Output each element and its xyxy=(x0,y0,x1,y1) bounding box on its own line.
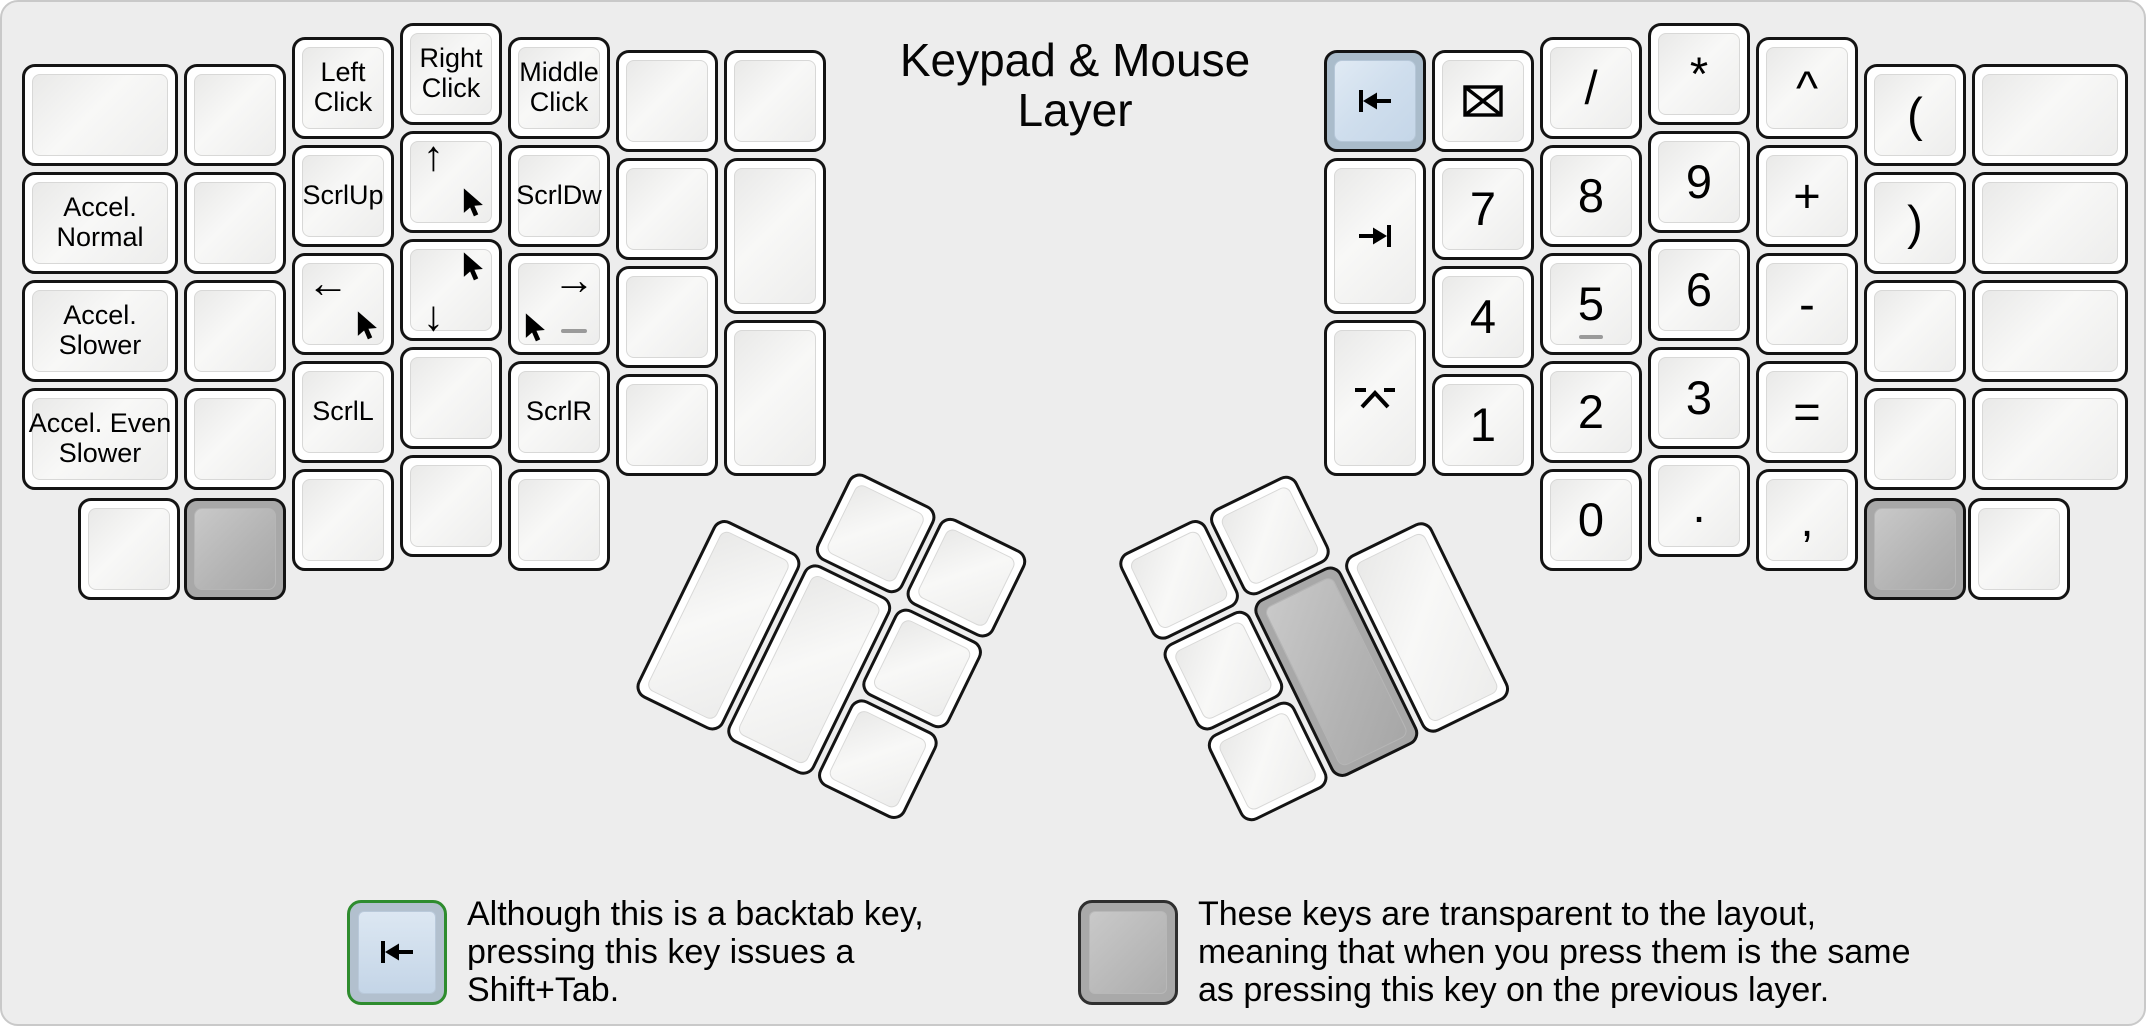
keycap-legend xyxy=(619,269,715,365)
keycap-legend xyxy=(1759,472,1855,568)
key-comma xyxy=(1756,469,1858,571)
key-blank xyxy=(1972,64,2128,166)
layer-title-line1: Keypad & Mouse xyxy=(899,34,1251,86)
key-left-click xyxy=(292,37,394,139)
key-scrll xyxy=(292,361,394,463)
keycap-legend xyxy=(187,501,283,597)
keycap-legend xyxy=(511,472,607,568)
keycap-legend xyxy=(1543,148,1639,244)
keycap-legend xyxy=(1543,472,1639,568)
left-thumb-cluster xyxy=(630,425,1035,830)
keycap-legend xyxy=(1435,269,1531,365)
keycap-legend xyxy=(187,391,283,487)
keycap-legend xyxy=(1759,256,1855,352)
keycap-label: 3 xyxy=(1685,371,1713,425)
keycap-legend xyxy=(25,283,175,379)
legend-backtab-text xyxy=(467,895,924,1009)
arrow-left-icon: ← xyxy=(307,259,349,306)
keycap-legend xyxy=(1435,53,1531,149)
homing-bar xyxy=(561,329,587,333)
key-blank xyxy=(400,455,502,557)
keycap-legend xyxy=(1651,458,1747,554)
key-caret xyxy=(1756,37,1858,139)
key-blank xyxy=(1864,280,1966,382)
mouse-cursor-icon xyxy=(457,187,487,221)
keycap-label: 7 xyxy=(1469,182,1497,236)
key-mouse-down xyxy=(400,239,502,341)
keycap-legend xyxy=(1867,67,1963,163)
mouse-cursor-icon xyxy=(519,312,549,346)
keycap-legend xyxy=(727,53,823,149)
keycap-legend xyxy=(1759,40,1855,136)
caret-bars-icon xyxy=(1353,385,1397,411)
keycap-legend xyxy=(511,364,607,460)
legend-transparent-keys xyxy=(1078,895,1911,1009)
keycap-legend xyxy=(1867,175,1963,271)
key-blank xyxy=(22,64,178,166)
key-transparent xyxy=(184,498,286,600)
key-minus xyxy=(1756,253,1858,355)
keycap-legend xyxy=(1975,391,2125,487)
keycap-legend xyxy=(1651,350,1747,446)
key-backtab xyxy=(1324,50,1426,152)
keycap-legend xyxy=(187,67,283,163)
keycap-legend xyxy=(619,53,715,149)
keycap-legend xyxy=(619,377,715,473)
keycap-label: 0 xyxy=(1577,493,1605,547)
key-blank xyxy=(508,469,610,571)
keycap-legend xyxy=(1435,161,1531,257)
legend-text-line: Although this is a backtab key, xyxy=(467,895,924,933)
key-6 xyxy=(1648,239,1750,341)
key-close-paren xyxy=(1864,172,1966,274)
keycap-legend xyxy=(187,283,283,379)
keycap-label: 8 xyxy=(1577,169,1605,223)
keycap-label: 4 xyxy=(1469,290,1497,344)
keycap-legend xyxy=(511,40,607,136)
keycap-label: ScrlL xyxy=(312,396,374,427)
keycap-label: ( xyxy=(1907,88,1923,142)
key-blank xyxy=(184,172,286,274)
keycap-label: 5 xyxy=(1577,277,1605,331)
keycap-legend xyxy=(1867,501,1963,597)
keycap-legend xyxy=(1543,364,1639,460)
keycap-label: 6 xyxy=(1685,263,1713,317)
key-equals xyxy=(1756,361,1858,463)
keycap-legend xyxy=(295,364,391,460)
keycap-label: ScrlR xyxy=(526,396,592,427)
keycap-label: = xyxy=(1793,385,1821,439)
keycap-legend xyxy=(619,161,715,257)
keycap-label: ScrlUp xyxy=(302,180,384,211)
keycap-label: 9 xyxy=(1685,155,1713,209)
keycap-legend xyxy=(1975,67,2125,163)
key-blank xyxy=(184,280,286,382)
keycap-legend xyxy=(187,175,283,271)
transparent-key-icon-face xyxy=(1089,911,1167,994)
keycap-label: 2 xyxy=(1577,385,1605,439)
key-blank xyxy=(184,388,286,490)
key-open-paren xyxy=(1864,64,1966,166)
legend-text-line: Shift+Tab. xyxy=(467,971,620,1009)
key-accel-slower xyxy=(22,280,178,382)
mouse-cursor-icon xyxy=(457,251,487,285)
backtab-key-icon-face xyxy=(358,911,436,994)
keycap-legend xyxy=(1543,256,1639,352)
keycap-label: , xyxy=(1800,493,1814,547)
keycap-label: ) xyxy=(1907,196,1923,250)
legend-transparent-text xyxy=(1198,895,1911,1009)
keycap-legend xyxy=(1759,364,1855,460)
keycap-legend xyxy=(1651,26,1747,122)
key-blank xyxy=(616,50,718,152)
arrow-up-icon: ↑ xyxy=(423,132,444,179)
keycap-legend xyxy=(727,161,823,311)
key-tab xyxy=(1324,158,1426,314)
key-blank xyxy=(616,158,718,260)
key-5 xyxy=(1540,253,1642,355)
right-thumb-cluster xyxy=(1115,425,1520,830)
key-slash xyxy=(1540,37,1642,139)
legend-text-line: meaning that when you press them is the same xyxy=(1198,933,1911,971)
keycap-legend xyxy=(295,40,391,136)
keycap-legend xyxy=(1651,242,1747,338)
keycap-legend xyxy=(1435,377,1531,473)
legend-text-line: as pressing this key on the previous layer. xyxy=(1198,971,1830,1009)
legend-text-line: pressing this key issues a xyxy=(467,933,855,971)
key-accel-normal xyxy=(22,172,178,274)
keycap-legend xyxy=(1327,53,1423,149)
tab-icon xyxy=(1352,221,1398,251)
key-blank xyxy=(1972,280,2128,382)
key-scrldw xyxy=(508,145,610,247)
keycap-label: Accel. Slower xyxy=(58,300,142,360)
key-4 xyxy=(1432,266,1534,368)
key-right-click xyxy=(400,23,502,125)
key-accel-even-slower xyxy=(22,388,178,490)
key-transparent xyxy=(1864,498,1966,600)
keycap-legend xyxy=(1975,283,2125,379)
key-scrlup xyxy=(292,145,394,247)
keycap-label: Accel. Normal xyxy=(56,192,144,252)
key-period xyxy=(1648,455,1750,557)
legend-text-line: These keys are transparent to the layout, xyxy=(1198,895,1817,933)
keycap-legend xyxy=(25,67,175,163)
keycap-legend xyxy=(295,148,391,244)
backtab-icon xyxy=(1352,86,1398,116)
backtab-icon xyxy=(374,937,420,967)
keycap-legend xyxy=(1651,134,1747,230)
key-blank xyxy=(616,266,718,368)
key-2 xyxy=(1540,361,1642,463)
key-plus xyxy=(1756,145,1858,247)
homing-bar xyxy=(1579,335,1603,339)
key-blank xyxy=(616,374,718,476)
keycap-legend xyxy=(403,242,499,338)
keycap-legend xyxy=(1867,283,1963,379)
key-8 xyxy=(1540,145,1642,247)
legend-backtab xyxy=(347,895,924,1009)
key-1 xyxy=(1432,374,1534,476)
key-crossed-box xyxy=(1432,50,1534,152)
keycap-legend xyxy=(1867,391,1963,487)
key-7 xyxy=(1432,158,1534,260)
arrow-right-icon: → xyxy=(553,256,595,303)
key-blank xyxy=(184,64,286,166)
keycap-label: + xyxy=(1793,169,1821,223)
keycap-legend xyxy=(403,26,499,122)
keycap-legend xyxy=(295,256,391,352)
key-scrlr xyxy=(508,361,610,463)
key-blank xyxy=(724,50,826,152)
layer-title-line2: Layer xyxy=(1017,83,1133,136)
mouse-cursor-icon xyxy=(351,310,381,344)
key-blank xyxy=(1864,388,1966,490)
key-0 xyxy=(1540,469,1642,571)
key-3 xyxy=(1648,347,1750,449)
keycap-legend xyxy=(25,391,175,487)
keycap-legend xyxy=(1327,161,1423,311)
keycap-legend xyxy=(81,501,177,597)
keycap-label: ^ xyxy=(1795,61,1819,115)
key-mouse-left xyxy=(292,253,394,355)
key-middle-click xyxy=(508,37,610,139)
keycap-legend xyxy=(1971,501,2067,597)
key-asterisk xyxy=(1648,23,1750,125)
key-blank xyxy=(1972,172,2128,274)
keycap-label: . xyxy=(1692,479,1706,533)
keycap-label: Accel. Even Slower xyxy=(28,408,172,468)
keycap-legend xyxy=(403,134,499,230)
keycap-label: - xyxy=(1799,277,1815,331)
key-blank xyxy=(78,498,180,600)
key-blank xyxy=(400,347,502,449)
key-blank xyxy=(292,469,394,571)
key-blank xyxy=(724,158,826,314)
keycap-label: Right Click xyxy=(419,43,483,103)
key-9 xyxy=(1648,131,1750,233)
crossed-box-icon xyxy=(1460,83,1506,119)
key-mouse-right xyxy=(508,253,610,355)
keycap-legend xyxy=(1759,148,1855,244)
key-blank xyxy=(1972,388,2128,490)
keycap-legend xyxy=(403,458,499,554)
arrow-down-icon: ↓ xyxy=(423,292,444,339)
keycap-label: Middle Click xyxy=(519,57,599,117)
key-blank xyxy=(1968,498,2070,600)
keycap-legend xyxy=(403,350,499,446)
layer-title xyxy=(775,36,1375,135)
keycap-label: ScrlDw xyxy=(516,180,602,211)
keycap-label: * xyxy=(1689,47,1709,101)
backtab-key-icon xyxy=(347,900,447,1005)
keycap-legend xyxy=(295,472,391,568)
keycap-legend xyxy=(25,175,175,271)
key-mouse-up xyxy=(400,131,502,233)
keycap-legend xyxy=(1975,175,2125,271)
keycap-label: / xyxy=(1584,61,1598,115)
keycap-legend xyxy=(511,148,607,244)
keycap-legend xyxy=(511,256,607,352)
keycap-label: Left Click xyxy=(313,57,373,117)
keycap-label: 1 xyxy=(1469,398,1497,452)
keycap-legend xyxy=(1543,40,1639,136)
transparent-key-icon xyxy=(1078,900,1178,1005)
